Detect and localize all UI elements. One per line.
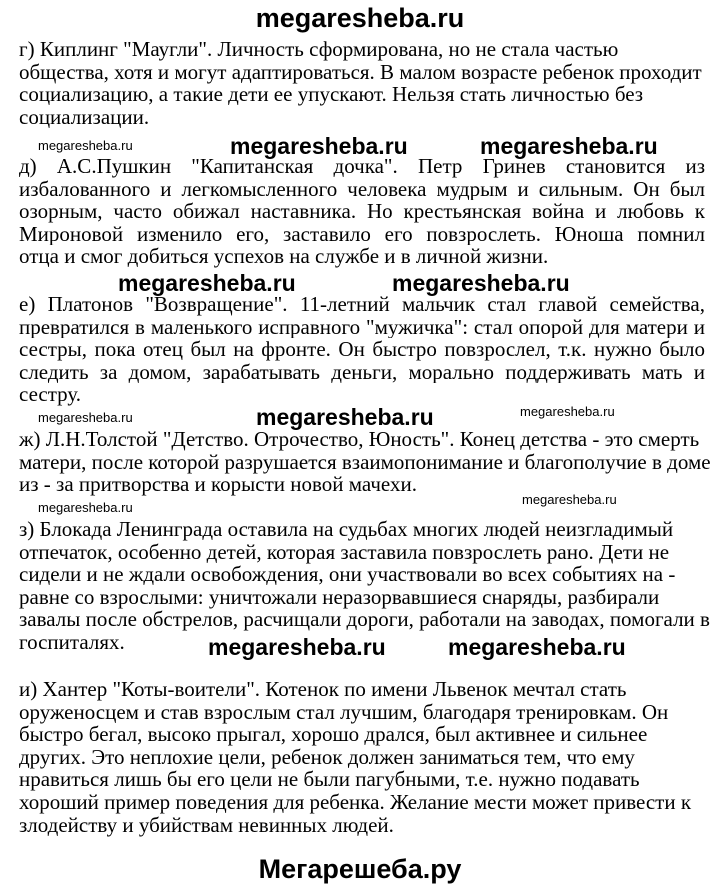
text-line: з) Блокада Ленинграда оставила на судьбах многих людей неизгладимый [19, 517, 674, 541]
watermark: megaresheba.ru [448, 634, 626, 660]
paragraph-g [19, 38, 705, 128]
text-line: нравиться лишь бы его цели не были пагубными, т.е. нужно подавать [19, 767, 640, 792]
watermark: megaresheba.ru [38, 410, 133, 425]
text-line: озорным, часто обижал наставника. Но крестьянская война и любовь к [19, 200, 705, 223]
text-line: оруженосцем и став взрослым стал лучшим, благодаря тренировкам. Он [19, 699, 669, 724]
text-line: превратился в маленького исправного "мужичка": стал опорой для матери и [19, 315, 705, 339]
text-line: отпечаток, особенно детей, которая заставила повзрослеть рано. Дети не [19, 539, 670, 564]
watermark: megaresheba.ru [38, 500, 133, 515]
text-line: госпиталях. [19, 629, 125, 654]
text-line: следить за домом, зарабатывать деньги, морально поддерживать мать и [19, 360, 705, 384]
watermark: megaresheba.ru [230, 133, 408, 159]
watermark: megaresheba.ru [118, 270, 296, 296]
watermark: megaresheba.ru [208, 634, 386, 660]
text-line: общества, хотя и могут адаптироваться. В малом возрасте ребенок проходит [19, 59, 702, 84]
site-footer: Мегарешеба.ру [258, 854, 462, 884]
text-line: других. Это неплохие цели, ребенок должен заниматься тем, что ему [19, 744, 635, 769]
watermark: megaresheba.ru [520, 404, 615, 419]
paragraph-e [19, 293, 705, 406]
text-line: избалованного и легкомысленного человека мудрым и сильным. Он был [19, 177, 705, 201]
text-line: сестры, пока отец был на фронте. Он быстро повзрослел, т.к. нужно было [19, 338, 705, 361]
watermark: megaresheba.ru [392, 270, 570, 296]
text-line: д) А.С.Пушкин "Капитанская дочка". Петр Гринев становится из [19, 155, 705, 178]
text-line: отца и смог добиться успехов на службе и в личной жизни. [19, 244, 549, 269]
text-line: и) Хантер "Коты-воители". Котенок по имени Львенок мечтал стать [19, 677, 627, 701]
text-line: Мироновой изменило его, заставило его повзрослеть. Юноша помнил [19, 222, 705, 246]
text-line: ж) Л.Н.Толстой "Детство. Отрочество, Юность". Конец детства - это смерть [19, 427, 700, 451]
text-line: равне со взрослыми: уничтожали неразорвавшиеся снаряды, разбирали [19, 584, 660, 609]
text-line: сидели и не ждали освобождения, они участвовали во всех событиях на - [19, 562, 676, 587]
text-line: социализации. [19, 104, 150, 129]
watermark: megaresheba.ru [480, 133, 658, 159]
watermark: megaresheba.ru [522, 492, 617, 507]
text-line: е) Платонов "Возвращение". 11-летний мальчик стал главой семейства, [19, 293, 705, 316]
watermark: megaresheba.ru [38, 138, 133, 153]
text-line: из - за притворства и корысти новой мачехи. [19, 472, 417, 497]
text-line: быстро бегал, высоко прыгал, хорошо дрался, был активнее и сильнее [19, 722, 648, 747]
site-header: megaresheba.ru [255, 3, 465, 33]
paragraph-zh [19, 427, 711, 497]
text-line: сестру. [19, 382, 82, 407]
text-line: матери, после которой разрушается взаимопонимание и благополучие в доме [19, 449, 711, 474]
text-line: социализацию, а такие дети ее упускают. Нельзя стать личностью без [19, 82, 644, 107]
watermark: megaresheba.ru [256, 404, 434, 430]
text-line: завалы после обстрелов, расчищали дороги, работали на заводах, помогали в [19, 607, 710, 632]
text-line: г) Киплинг "Маугли". Личность сформирована, но не стала частью [19, 37, 619, 61]
paragraph-i [19, 678, 705, 836]
text-line: злодейству и убийствам невинных людей. [19, 812, 394, 837]
text-line: хороший пример поведения для ребенка. Желание мести может привести к [19, 789, 692, 814]
paragraph-d [19, 155, 705, 268]
